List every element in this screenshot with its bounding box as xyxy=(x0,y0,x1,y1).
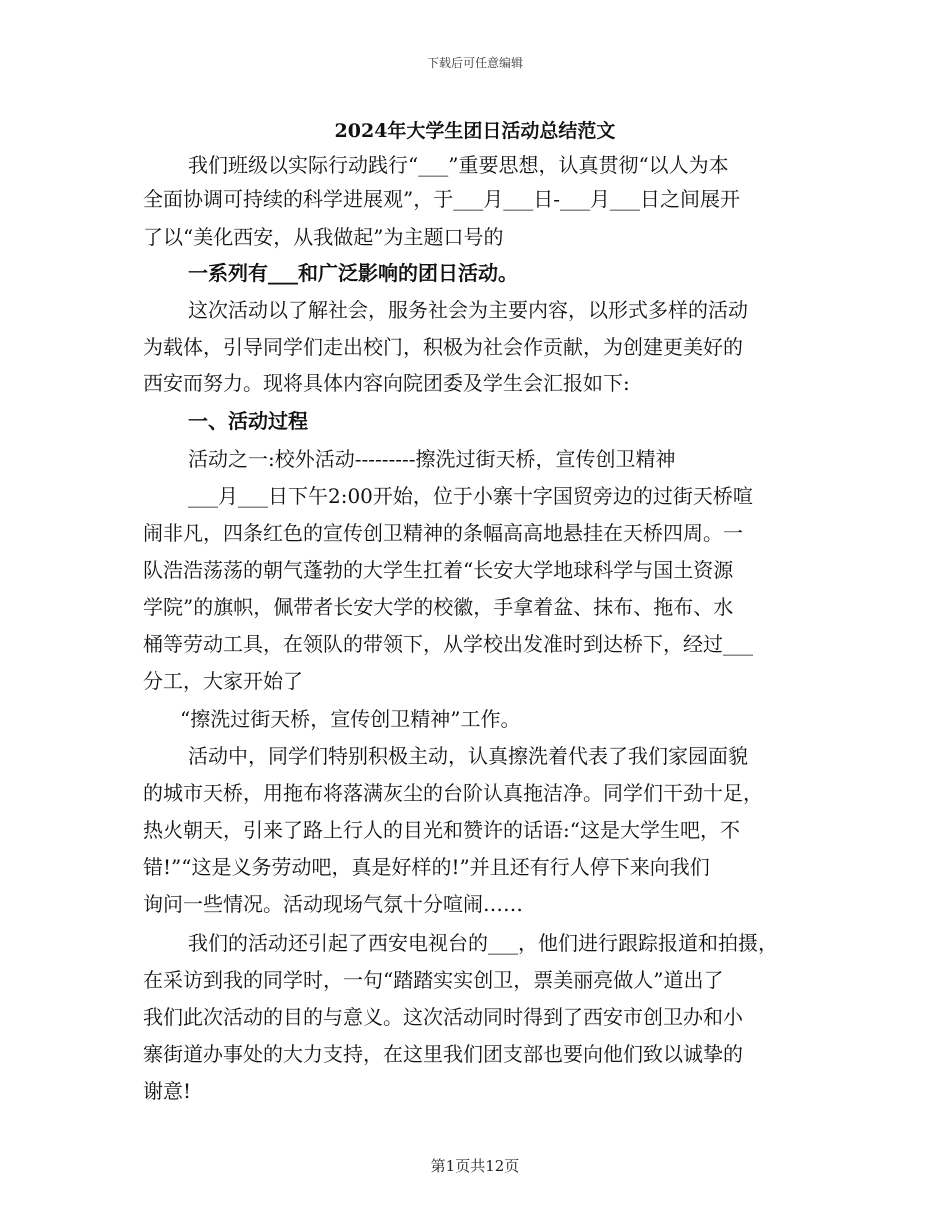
body-line: 寨街道办事处的大力支持，在这里我们团支部也要向他们致以诚挚的 xyxy=(143,1042,743,1066)
body-line: 分工，大家开始了 xyxy=(143,669,303,693)
body-line-bold: 一系列有___和广泛影响的团日活动。 xyxy=(188,261,518,285)
body-line: 闹非凡，四条红色的宣传创卫精神的条幅高高地悬挂在天桥四周。一 xyxy=(143,521,743,545)
body-line: 我们的活动还引起了西安电视台的___，他们进行跟踪报道和拍摄， xyxy=(188,931,778,955)
body-line: 队浩浩荡荡的朝气蓬勃的大学生扛着“长安大学地球科学与国土资源 xyxy=(143,558,734,582)
page-footer: 第1页共12页 xyxy=(430,1157,520,1175)
body-line: 在采访到我的同学时，一句“踏踏实实创卫，票美丽亮做人”道出了 xyxy=(143,968,724,992)
body-line: 的城市天桥，用拖布将落满灰尘的台阶认真拖洁净。同学们干劲十足， xyxy=(143,781,763,805)
body-line: 热火朝天，引来了路上行人的目光和赞许的话语:“这是大学生吧，不 xyxy=(143,818,740,842)
body-line: 询问一些情况。活动现场气氛十分喧闹…… xyxy=(143,892,523,916)
body-line: 全面协调可持续的科学进展观”，于___月___日-___月___日之间展开 xyxy=(143,187,740,211)
body-line: 我们此次活动的目的与意义。这次活动同时得到了西安市创卫办和小 xyxy=(143,1005,743,1029)
body-line: 活动中，同学们特别积极主动，认真擦洗着代表了我们家园面貌 xyxy=(188,744,748,768)
section-heading: 一、活动过程 xyxy=(188,409,308,433)
body-line: 桶等劳动工具，在领队的带领下，从学校出发准时到达桥下，经过___ xyxy=(143,632,753,656)
body-line: 我们班级以实际行动践行“___”重要思想，认真贯彻“以人为本 xyxy=(188,153,729,177)
body-line: 错!”“这是义务劳动吧，真是好样的!”并且还有行人停下来向我们 xyxy=(143,855,710,879)
header-note: 下载后可任意编辑 xyxy=(426,56,523,70)
body-line: 活动之一:校外活动---------擦洗过街天桥，宣传创卫精神 xyxy=(188,447,676,471)
body-line: 为载体，引导同学们走出校门，积极为社会作贡献，为创建更美好的 xyxy=(143,335,743,359)
body-line: “擦洗过街天桥，宣传创卫精神”工作。 xyxy=(180,707,521,731)
body-line: 西安而努力。现将具体内容向院团委及学生会汇报如下: xyxy=(143,371,630,395)
document-title: 2024年大学生团日活动总结范文 xyxy=(334,120,616,142)
body-line: 了以“美化西安，从我做起”为主题口号的 xyxy=(143,225,504,249)
body-line: 学院”的旗帜，佩带者长安大学的校徽，手拿着盆、抹布、拖布、水 xyxy=(143,595,734,619)
body-line: 这次活动以了解社会，服务社会为主要内容，以形式多样的活动 xyxy=(188,298,748,322)
body-line: ___月___日下午2:00开始，位于小寨十字国贸旁边的过街天桥喧 xyxy=(188,484,753,508)
body-line: 谢意! xyxy=(143,1079,192,1103)
